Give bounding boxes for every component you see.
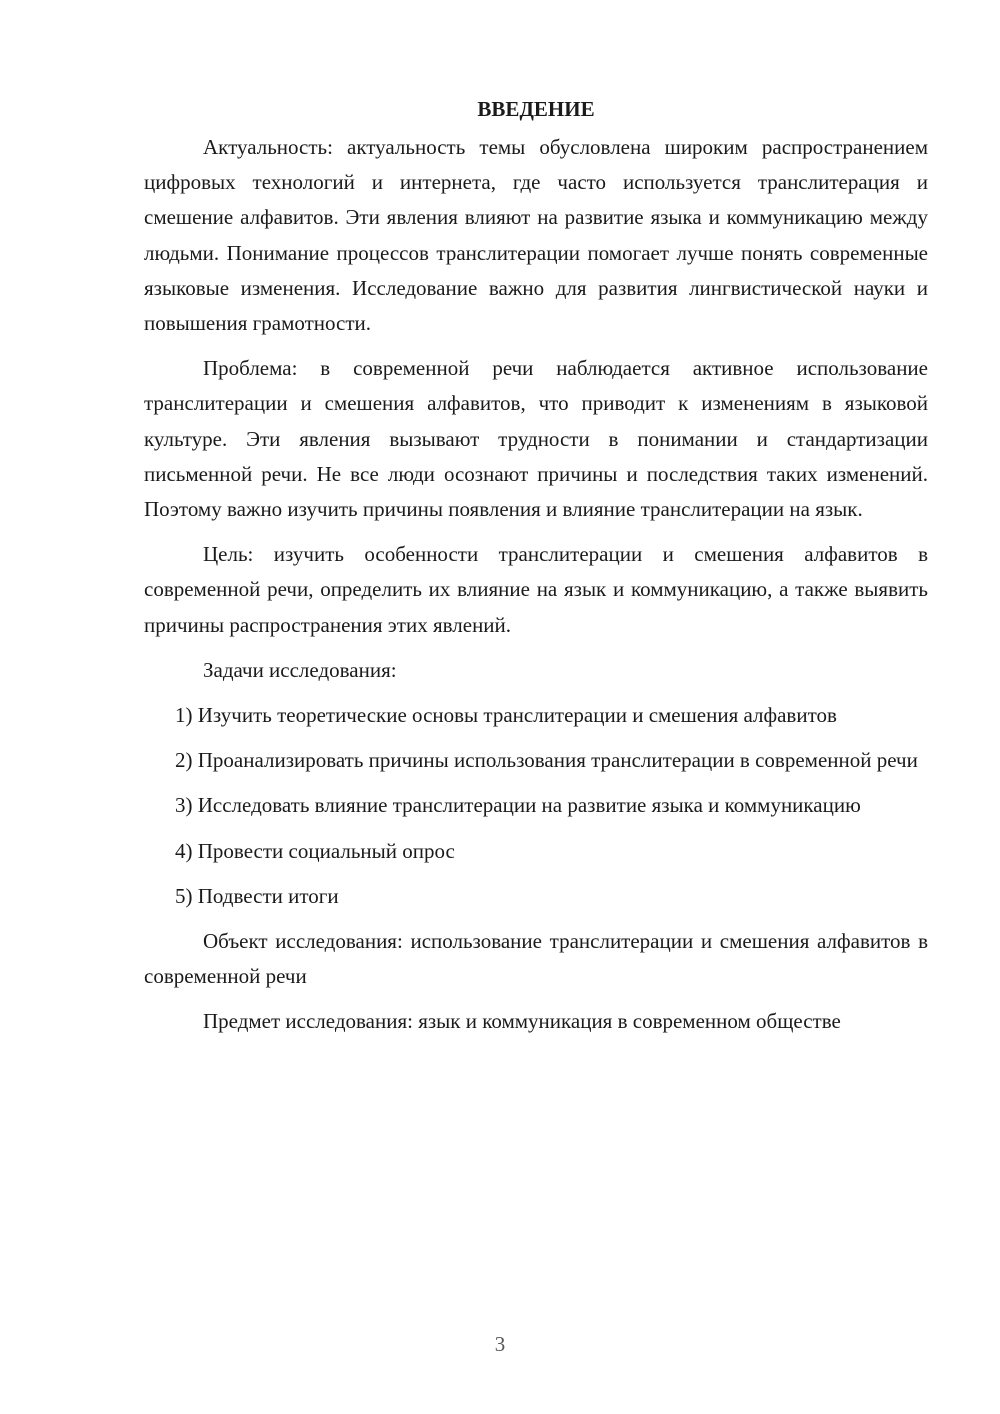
document-page <box>144 92 928 1050</box>
section-title: ВВЕДЕНИЕ <box>477 97 595 121</box>
list-item: 5) Подвести итоги <box>175 883 339 908</box>
relevance-paragraph: Актуальность: актуальность темы обусловлена широким распространением цифровых технологий и интернета, где часто используется транслитерация и смешение алфавитов. Эти явления влияют на развитие языка и коммуникацию между людьми. Понимание процессов транслитерации помогает лучше понять современные языковые изменения. Исследование важно для развития лингвистической науки и повышения грамотности. <box>144 135 928 336</box>
page-number: 3 <box>494 1332 506 1356</box>
subject-paragraph: Предмет исследования: язык и коммуникация в современном обществе <box>203 1009 841 1034</box>
list-item: 4) Провести социальный опрос <box>175 838 455 863</box>
list-item: 3) Исследовать влияние транслитерации на развитие языка и коммуникацию <box>175 793 861 818</box>
tasks-heading: Задачи исследования: <box>203 657 397 682</box>
list-item: 2) Проанализировать причины использования транслитерации в современной речи <box>175 748 918 773</box>
goal-paragraph: Цель: изучить особенности транслитерации и смешения алфавитов в современной речи, определить их влияние на язык и коммуникацию, а также выявить причины распространения этих явлений. <box>144 542 928 637</box>
object-paragraph: Объект исследования: использование транслитерации и смешения алфавитов в современной речи <box>144 929 928 989</box>
list-item: 1) Изучить теоретические основы транслитерации и смешения алфавитов <box>175 703 837 728</box>
tasks-list <box>144 698 928 914</box>
problem-paragraph: Проблема: в современной речи наблюдается активное использование транслитерации и смешения алфавитов, что приводит к изменениям в языковой культуре. Эти явления вызывают трудности в понимании и стандартизации письменной речи. Не все люди осознают причины и последствия таких изменений. Поэтому важно изучить причины появления и влияние транслитерации на язык. <box>144 356 928 522</box>
